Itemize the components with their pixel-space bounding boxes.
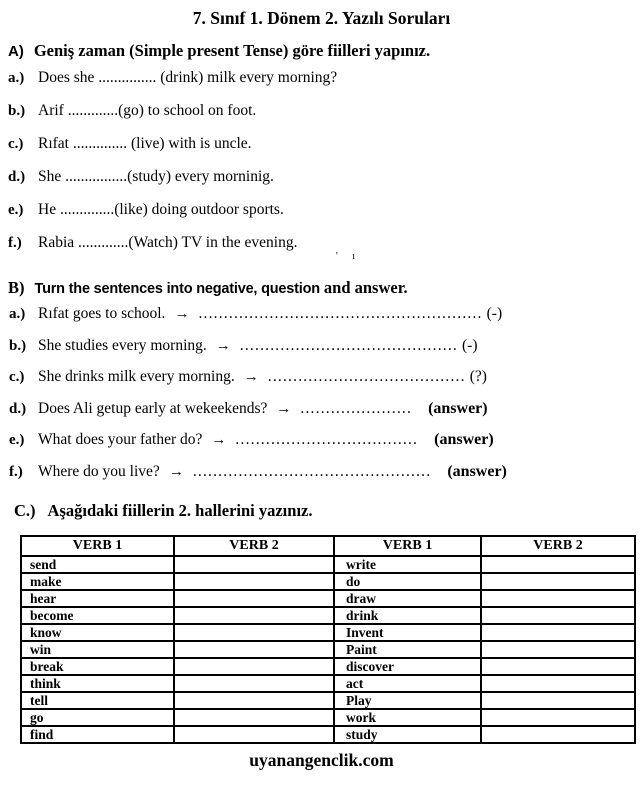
- table-row: [21, 675, 635, 692]
- item-suffix: (answer): [428, 399, 488, 417]
- verb2-blank-cell: [481, 641, 635, 658]
- exercise-item: [0, 305, 643, 337]
- scan-artifact-marks: ' ı: [336, 251, 362, 262]
- item-suffix: (answer): [434, 431, 494, 448]
- item-text: Arif .............(go) to school on foot.: [38, 102, 257, 119]
- exercise-item: [0, 168, 643, 201]
- verb2-blank-cell: [481, 692, 635, 709]
- arrow-icon: →: [215, 337, 231, 354]
- verb1-cell: tell: [21, 692, 174, 709]
- section-c-heading: [14, 499, 643, 524]
- table-row: [21, 658, 635, 675]
- verb1-cell: find: [21, 726, 174, 743]
- verb2-blank-cell: [481, 675, 635, 692]
- item-label: b.): [9, 337, 27, 354]
- verb2-blank-cell: [174, 675, 334, 692]
- verb1-cell: discover: [334, 658, 481, 675]
- item-label: e.): [8, 202, 24, 218]
- column-header-verb2-right: VERB 2: [481, 536, 635, 556]
- verb2-blank-cell: [481, 556, 635, 573]
- table-row: [21, 641, 635, 658]
- section-c-heading-text: Aşağıdaki fiillerin 2. hallerini yazınız.: [47, 501, 313, 520]
- verb1-cell: think: [21, 675, 174, 692]
- table-body: [21, 556, 635, 743]
- answer-blank: ........................................................: [198, 305, 483, 322]
- verb2-blank-cell: [174, 556, 334, 573]
- verb2-blank-cell: [174, 726, 334, 743]
- section-b-items: [0, 305, 643, 494]
- item-text: He ..............(like) doing outdoor sports.: [38, 201, 284, 218]
- item-label: c.): [8, 136, 24, 152]
- item-label: c.): [9, 369, 25, 385]
- section-b-heading-text-serif: and answer.: [323, 278, 408, 297]
- exercise-item: [0, 69, 643, 102]
- verb1-cell: drink: [334, 607, 481, 624]
- item-suffix: (-): [462, 336, 478, 354]
- table-header-row: [21, 536, 635, 556]
- exercise-item: [0, 431, 643, 463]
- verb1-cell: work: [334, 709, 481, 726]
- verb2-blank-cell: [481, 658, 635, 675]
- website-footer: uyanangenclik.com: [249, 750, 394, 770]
- page-title: 7. Sınıf 1. Dönem 2. Yazılı Soruları: [192, 8, 451, 28]
- item-suffix: (answer): [447, 462, 507, 480]
- item-text: She ................(study) every morninig.: [38, 168, 274, 185]
- column-header-verb2-left: VERB 2: [174, 536, 334, 556]
- column-header-verb1-right: VERB 1: [334, 536, 481, 556]
- verb2-blank-cell: [174, 624, 334, 641]
- verb2-blank-cell: [481, 573, 635, 590]
- verb2-blank-cell: [481, 709, 635, 726]
- verb1-cell: know: [21, 624, 174, 641]
- column-header-verb1-left: VERB 1: [21, 536, 174, 556]
- item-sentence: She drinks milk every morning.: [38, 368, 235, 385]
- table-row: [21, 726, 635, 743]
- answer-blank: .......................................: [267, 368, 466, 385]
- arrow-icon: →: [211, 432, 227, 448]
- verb2-blank-cell: [481, 607, 635, 624]
- table-row: [21, 607, 635, 624]
- answer-blank: ...............................................: [192, 462, 432, 480]
- table-row: [21, 692, 635, 709]
- verb1-cell: go: [21, 709, 174, 726]
- arrow-icon: →: [276, 400, 292, 417]
- verb1-cell: break: [21, 658, 174, 675]
- section-a-label: A): [8, 43, 24, 60]
- exercise-item: [0, 463, 643, 495]
- verb1-cell: Play: [334, 692, 481, 709]
- verb1-cell: Invent: [334, 624, 481, 641]
- verb2-blank-cell: [174, 641, 334, 658]
- verb1-cell: win: [21, 641, 174, 658]
- item-label: b.): [8, 103, 26, 119]
- item-sentence: Does Ali getup early at wekeekends?: [38, 399, 268, 417]
- verb1-cell: write: [334, 556, 481, 573]
- verb1-cell: study: [334, 726, 481, 743]
- arrow-icon: →: [174, 306, 190, 322]
- item-suffix: (-): [486, 305, 503, 322]
- exercise-item: [0, 234, 643, 267]
- item-label: e.): [9, 432, 25, 448]
- verb2-blank-cell: [481, 624, 635, 641]
- arrow-icon: →: [168, 463, 184, 480]
- item-sentence: Where do you live?: [38, 462, 160, 480]
- verb1-cell: Paint: [334, 641, 481, 658]
- item-label: d.): [8, 169, 26, 185]
- table-row: [21, 573, 635, 590]
- item-label: a.): [8, 70, 25, 86]
- exercise-item: [0, 102, 643, 135]
- item-sentence: What does your father do?: [38, 431, 203, 448]
- exercise-item: [0, 400, 643, 432]
- answer-blank: ......................: [300, 399, 413, 417]
- verb2-blank-cell: [481, 726, 635, 743]
- verb1-cell: become: [21, 607, 174, 624]
- verb1-cell: act: [334, 675, 481, 692]
- exercise-item: [0, 135, 643, 168]
- section-a-heading: [8, 39, 643, 64]
- item-label: f.): [8, 235, 22, 251]
- arrow-icon: →: [243, 369, 259, 385]
- section-b-label: B): [8, 278, 25, 297]
- verb2-blank-cell: [174, 573, 334, 590]
- section-a-items: [0, 69, 643, 267]
- verb1-cell: hear: [21, 590, 174, 607]
- answer-blank: ....................................: [235, 431, 419, 448]
- table-row: [21, 556, 635, 573]
- exercise-item: [0, 201, 643, 234]
- item-text: Does she ............... (drink) milk every morning?: [38, 69, 338, 86]
- verb1-cell: make: [21, 573, 174, 590]
- verb2-blank-cell: [174, 658, 334, 675]
- section-b-heading: [8, 276, 643, 301]
- verb-forms-table: [20, 535, 636, 744]
- answer-blank: ...........................................: [239, 336, 458, 354]
- verb1-cell: draw: [334, 590, 481, 607]
- item-label: a.): [9, 306, 26, 322]
- item-text: Rıfat .............. (live) with is uncle.: [38, 135, 252, 152]
- section-a-heading-text: Geniş zaman (Simple present Tense) göre fiilleri yapınız.: [33, 41, 431, 60]
- item-sentence: She studies every morning.: [38, 336, 207, 354]
- verb2-blank-cell: [174, 709, 334, 726]
- item-text: Rabia .............(Watch) TV in the evening.: [38, 234, 298, 251]
- verb2-blank-cell: [481, 590, 635, 607]
- table-row: [21, 590, 635, 607]
- verb2-blank-cell: [174, 607, 334, 624]
- item-sentence: Rıfat goes to school.: [38, 305, 166, 322]
- verb2-blank-cell: [174, 590, 334, 607]
- exercise-item: [0, 368, 643, 400]
- item-label: d.): [9, 400, 27, 417]
- item-suffix: (?): [469, 368, 487, 385]
- section-b-heading-text-sans: Turn the sentences into negative, question: [34, 281, 320, 297]
- verb1-cell: send: [21, 556, 174, 573]
- verb2-blank-cell: [174, 692, 334, 709]
- table-row: [21, 709, 635, 726]
- item-label: f.): [9, 463, 23, 480]
- section-c-label: C.): [14, 501, 36, 520]
- table-row: [21, 624, 635, 641]
- exercise-item: [0, 337, 643, 369]
- verb1-cell: do: [334, 573, 481, 590]
